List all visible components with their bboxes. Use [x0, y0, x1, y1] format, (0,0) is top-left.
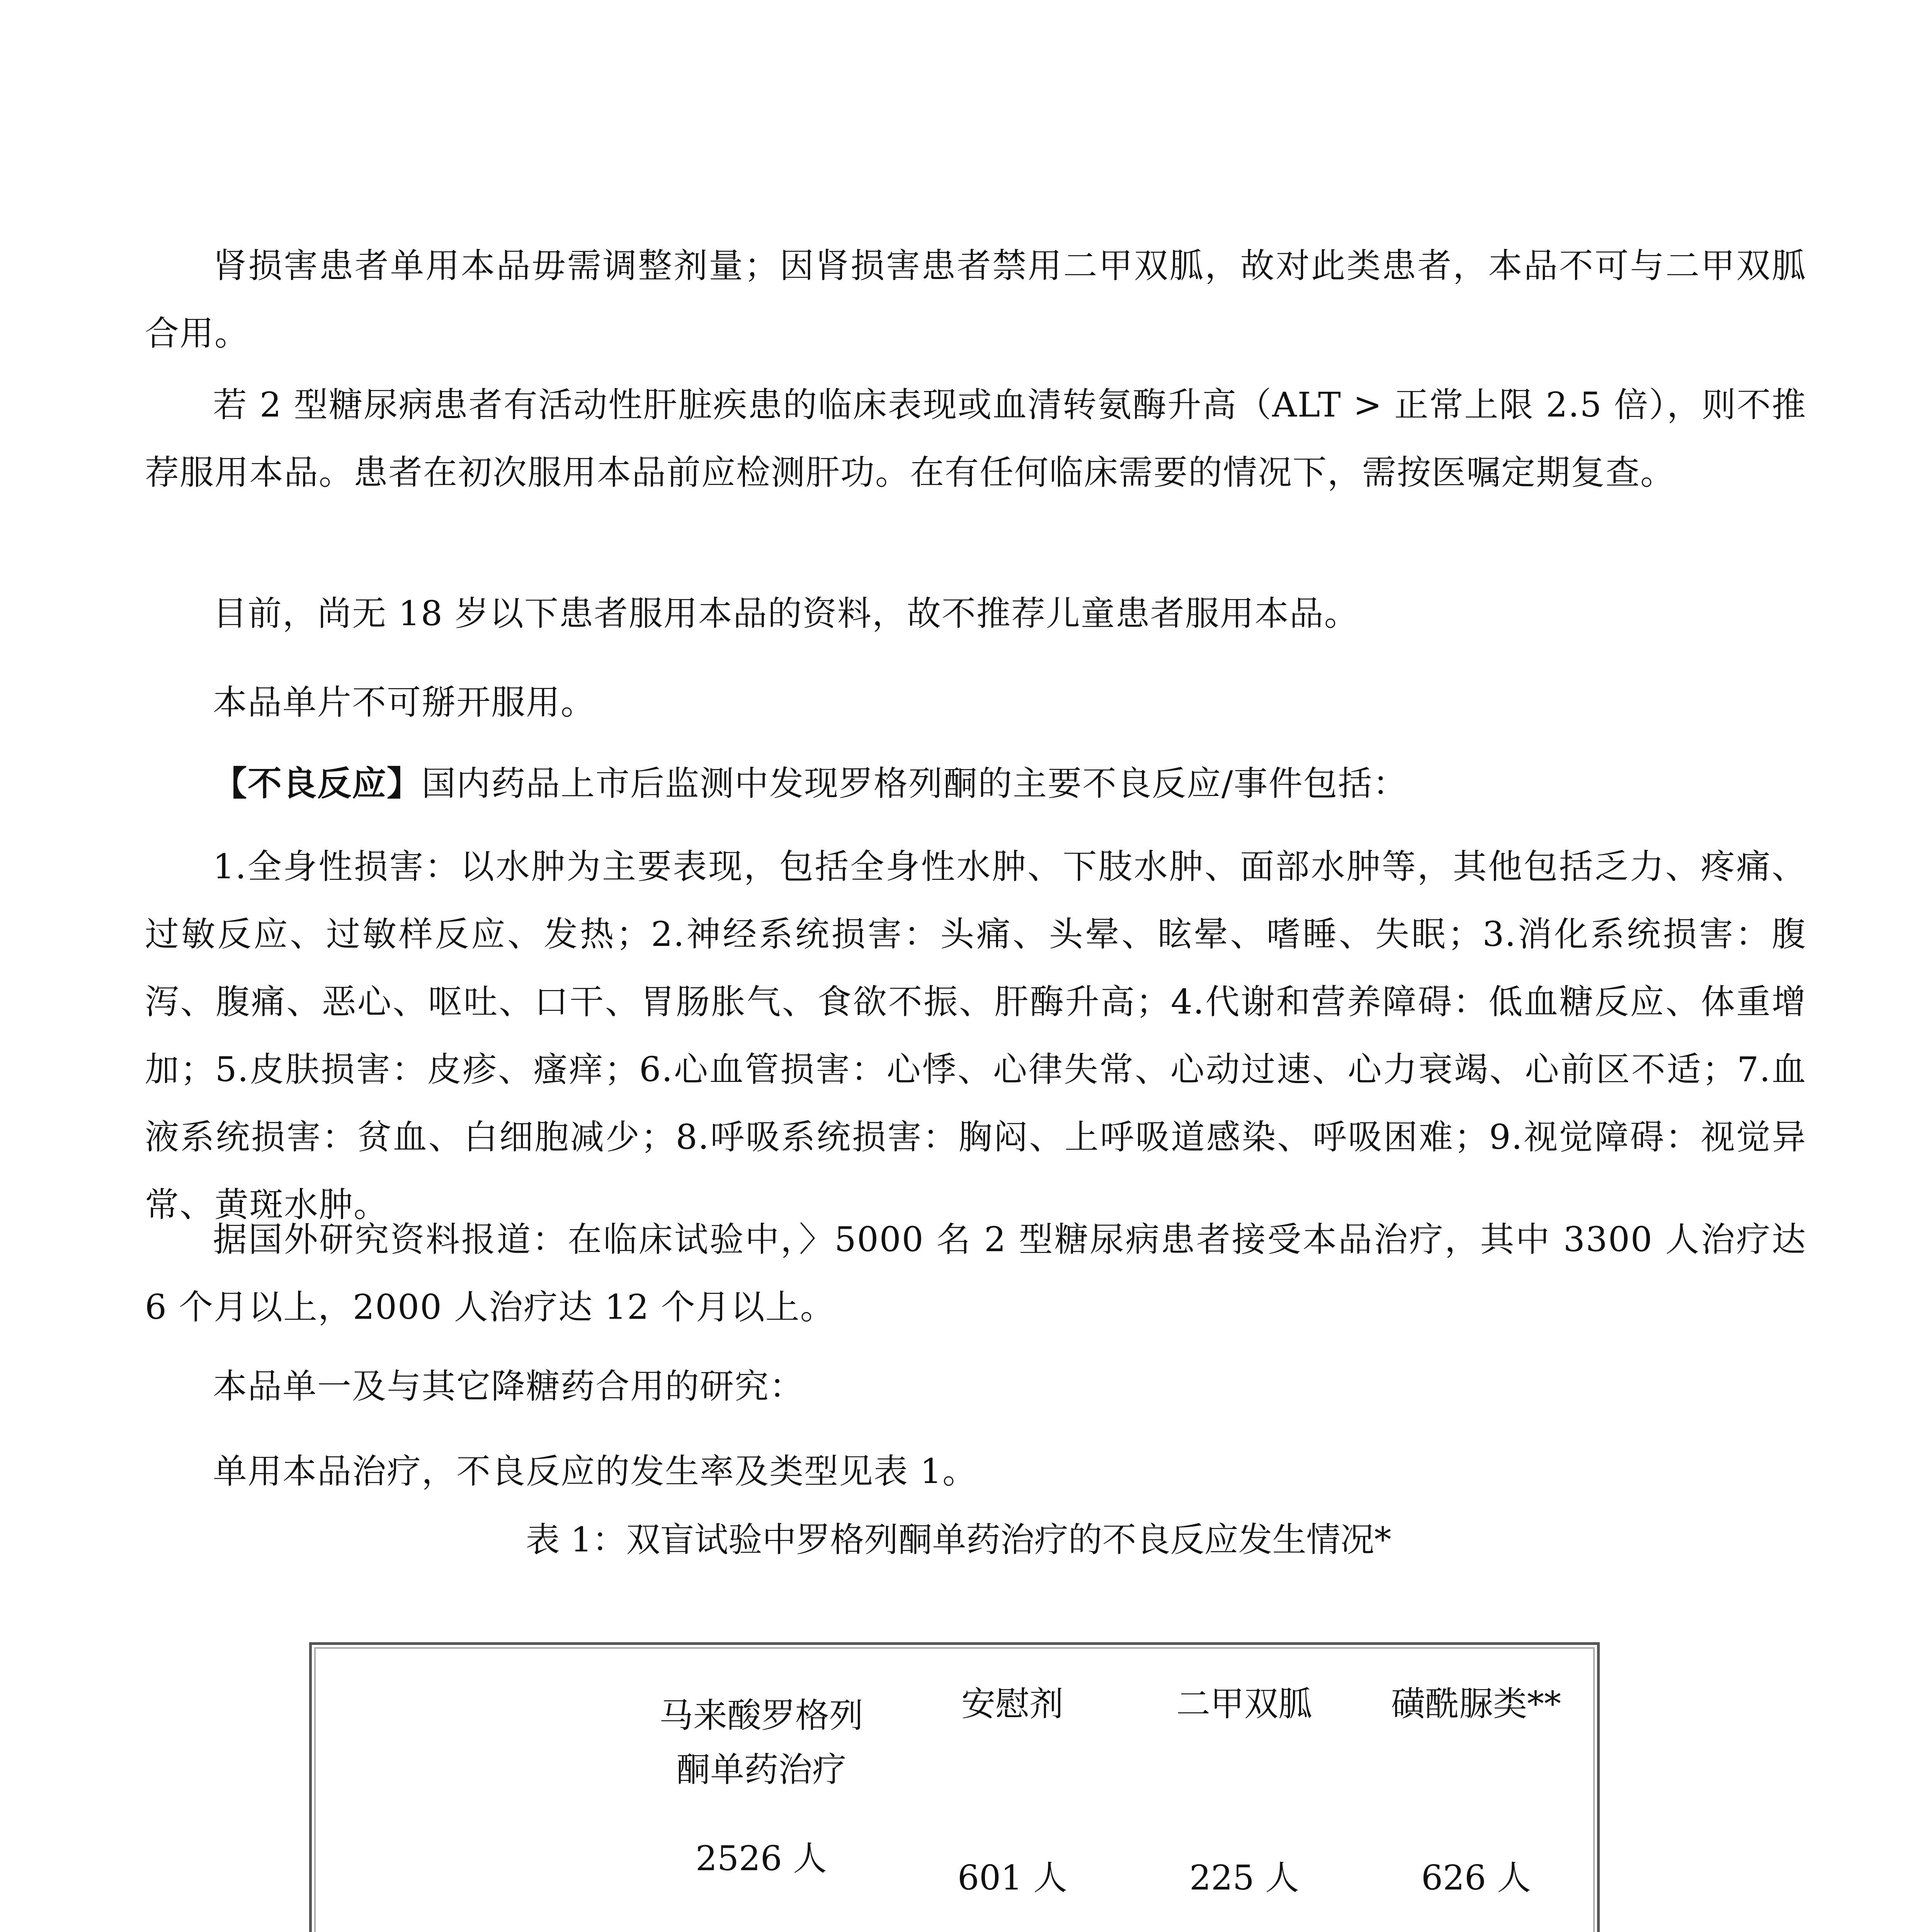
column-unit [1364, 1928, 1588, 1932]
paragraph-adverse-list: 1.全身性损害：以水肿为主要表现，包括全身性水肿、下肢水肿、面部水肿等，其他包括乏力、疼痛、过敏反应、过敏样反应、发热；2.神经系统损害：头痛、头晕、眩晕、嗜睡、失眠；3.消化系统损害：腹泻、腹痛、恶心、呕吐、口干、胃肠胀气、食欲不振、肝酶升高；4.代谢和营养障碍：低血糖反应、体重增加；5.皮肤损害：皮疹、瘙痒；6.心血管损害：心悸、心律失常、心动过速、心力衰竭、心前区不适；7.血液系统损害：贫血、白细胞减少；8.呼吸系统损害：胸闷、上呼吸道感染、呼吸困难；9.视觉障碍：视觉异常、黄斑水肿。 [145, 847, 1806, 1225]
column-unit [900, 1928, 1124, 1932]
paragraph-tablet: 本品单片不可掰开服用。 [213, 682, 596, 722]
column-n-rosiglitazone: 2526 人 [696, 1838, 827, 1878]
column-header-line: 马来酸罗格列 [659, 1696, 863, 1735]
column-header-sulfonylurea: 磺酰脲类** [1391, 1684, 1561, 1724]
paragraph-monotherapy: 单用本品治疗，不良反应的发生率及类型见表 1。 [213, 1451, 977, 1491]
column-header-line: 酮单药治疗 [676, 1750, 846, 1789]
paragraph-pediatric: 目前，尚无 18 岁以下患者服用本品的资料，故不推荐儿童患者服用本品。 [213, 594, 1359, 633]
table-caption: 表 1：双盲试验中罗格列酮单药治疗的不良反应发生情况* [526, 1520, 1391, 1560]
column-header-placebo: 安慰剂 [961, 1684, 1063, 1724]
column-unit [626, 1928, 896, 1932]
column-header-rosiglitazone [626, 1689, 896, 1797]
row-header-category [340, 1928, 611, 1932]
column-n-placebo: 601 人 [958, 1858, 1067, 1898]
paragraph-combination-studies: 本品单一及与其它降糖药合用的研究： [213, 1366, 805, 1406]
paragraph-renal: 肾损害患者单用本品毋需调整剂量；因肾损害患者禁用二甲双胍，故对此类患者，本品不可与二甲双胍合用。 [145, 246, 1806, 353]
adverse-reactions-heading: 【不良反应】 [213, 763, 422, 803]
paragraph-hepatic: 若 2 型糖尿病患者有活动性肝脏疾患的临床表现或血清转氨酶升高（ALT > 正常上限 2.5 倍），则不推荐服用本品。患者在初次服用本品前应检测肝功。在有任何临床需要的情况下，需按医嘱定期复查。 [145, 385, 1806, 492]
column-n-sulfonylurea: 626 人 [1421, 1858, 1531, 1898]
paragraph-adverse-reactions [145, 750, 1806, 817]
column-unit [1132, 1928, 1356, 1932]
column-n-metformin: 225 人 [1189, 1858, 1299, 1898]
column-header-metformin: 二甲双胍 [1176, 1684, 1312, 1724]
adverse-reactions-intro: 国内药品上市后监测中发现罗格列酮的主要不良反应/事件包括： [422, 764, 1408, 803]
paragraph-foreign-studies: 据国外研究资料报道：在临床试验中，〉5000 名 2 型糖尿病患者接受本品治疗，其中 3300 人治疗达 6 个月以上，2000 人治疗达 12 个月以上。 [145, 1219, 1806, 1327]
